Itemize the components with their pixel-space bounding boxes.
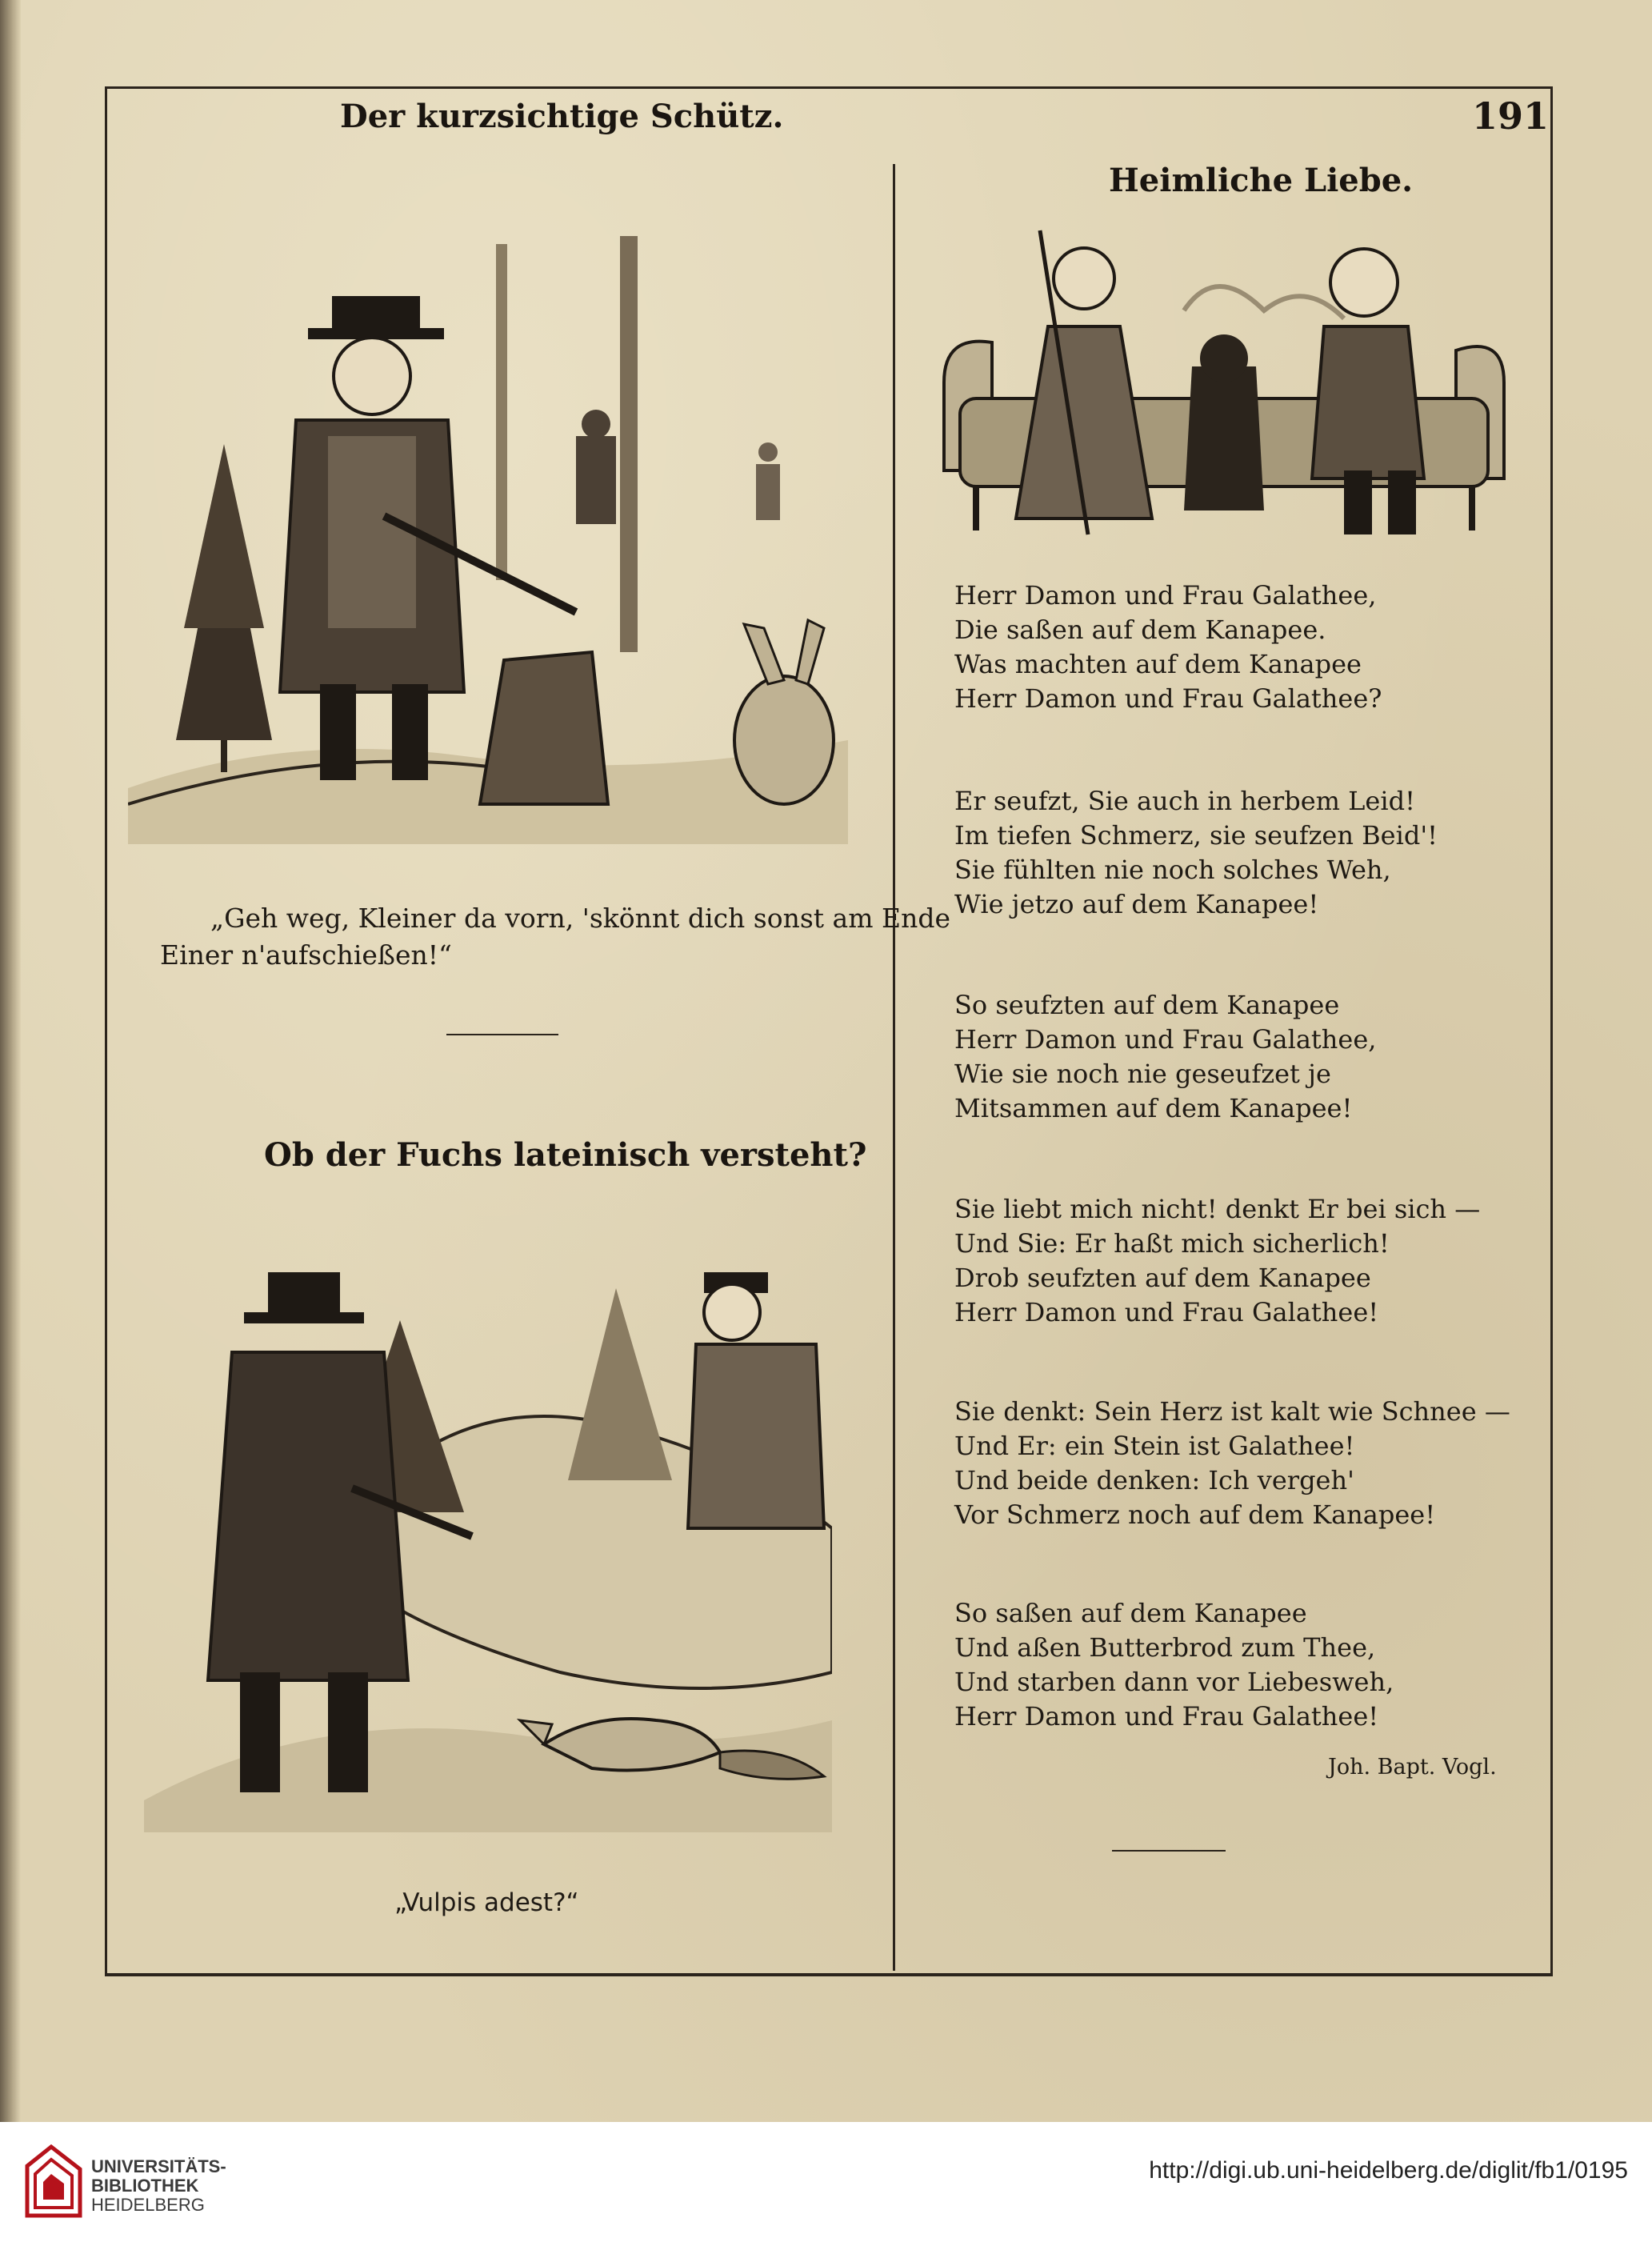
library-name-line2: BIBLIOTHEK [91,2176,199,2196]
verse-line: So saßen auf dem Kanapee [954,1598,1307,1628]
poem-end-separator [1112,1850,1226,1852]
stanza-4 [954,1192,1480,1330]
column-divider [893,164,895,1971]
verse-line: Und Sie: Er haßt mich sicherlich! [954,1228,1390,1259]
illustration-sofa [928,214,1520,550]
poem-author: Joh. Bapt. Vogl. [1328,1755,1497,1780]
verse-line: Die saßen auf dem Kanapee. [954,615,1326,645]
verse-line: Sie denkt: Sein Herz ist kalt wie Schnee — [954,1396,1510,1427]
verse-line: Und Er: ein Stein ist Galathee! [954,1431,1355,1461]
title-kurzsichtige-schuetz: Der kurzsichtige Schütz. [340,98,784,135]
verse-line: Herr Damon und Frau Galathee! [954,1297,1379,1327]
verse-line: Sie fühlten nie noch solches Weh, [954,855,1391,885]
library-name-line3: HEIDELBERG [91,2195,205,2215]
verse-line: So seufzten auf dem Kanapee [954,990,1340,1020]
verse-line: Vor Schmerz noch auf dem Kanapee! [954,1499,1436,1530]
library-name[interactable] [91,2157,226,2215]
caption-fox: „Vulpis adest?“ [394,1888,579,1917]
verse-line: Und starben dann vor Liebesweh, [954,1667,1394,1697]
verse-line: Er seufzt, Sie auch in herbem Leid! [954,786,1415,816]
library-footer [0,2122,1652,2242]
illustration-hunter [128,180,848,844]
binding-edge [0,0,21,2122]
verse-line: Mitsammen auf dem Kanapee! [954,1093,1353,1123]
verse-line: Im tiefen Schmerz, sie seufzen Beid'! [954,820,1438,851]
verse-line: Herr Damon und Frau Galathee! [954,1701,1379,1732]
permalink-url[interactable]: http://digi.ub.uni-heidelberg.de/diglit/fb1/0195 [1149,2157,1628,2184]
verse-line: Herr Damon und Frau Galathee? [954,683,1382,714]
caption-hunter-line2: Einer n'aufschießen!“ [160,939,452,971]
verse-line: Drob seufzten auf dem Kanapee [954,1263,1371,1293]
verse-line: Herr Damon und Frau Galathee, [954,580,1377,611]
title-heimliche-liebe: Heimliche Liebe. [1109,162,1414,199]
verse-line: Sie liebt mich nicht! denkt Er bei sich — [954,1194,1481,1224]
illustration-fox [144,1224,832,1832]
verse-line: Wie jetzo auf dem Kanapee! [954,889,1319,919]
stanza-2 [954,784,1438,922]
caption-hunter-line1: „Geh weg, Kleiner da vorn, 'skönnt dich sonst am Ende [210,903,950,934]
stanza-5 [954,1395,1510,1532]
section-separator [446,1034,558,1035]
library-name-line1: UNIVERSITÄTS- [91,2156,226,2176]
verse-line: Was machten auf dem Kanapee [954,649,1362,679]
page-number: 191 [1472,94,1550,138]
verse-line: Wie sie noch nie geseufzet je [954,1059,1331,1089]
verse-line: Herr Damon und Frau Galathee, [954,1024,1377,1055]
verse-line: Und beide denken: Ich vergeh' [954,1465,1354,1495]
stanza-1 [954,579,1382,716]
stanza-3 [954,988,1376,1126]
library-logo-icon[interactable] [22,2142,85,2219]
title-fuchs-lateinisch: Ob der Fuchs lateinisch versteht? [264,1136,867,1174]
stanza-6 [954,1596,1394,1734]
verse-line: Und aßen Butterbrod zum Thee, [954,1632,1376,1663]
